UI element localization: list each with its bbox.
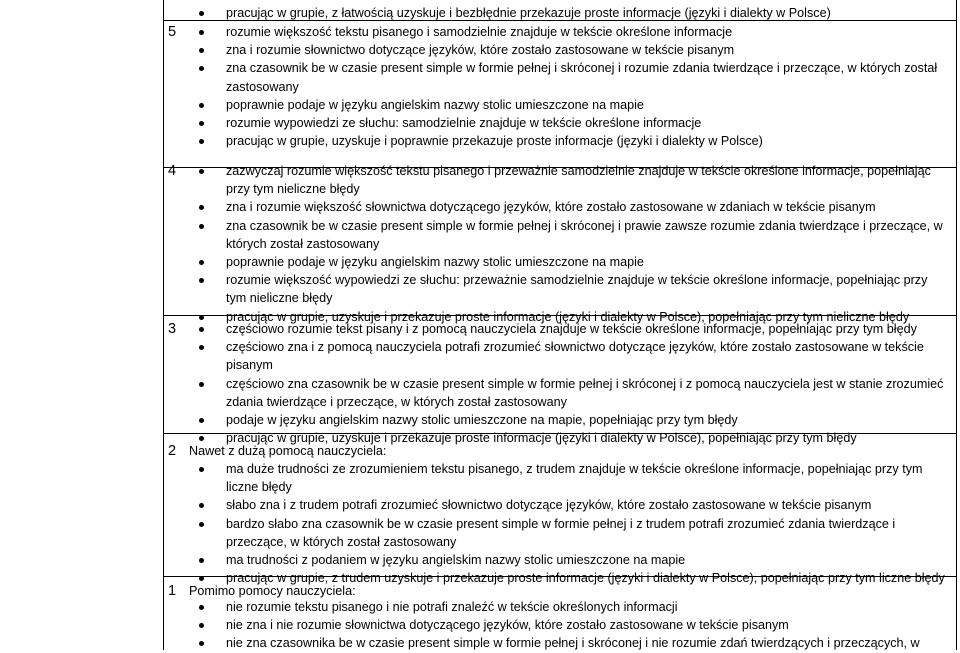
criterion-item xyxy=(164,114,956,132)
criterion-item xyxy=(164,616,956,634)
criterion-text: zna czasownik be w czasie present simple w formie pełnej i skróconej i prawie zawsze rozumie zdania twierdzące i przeczące, w których został zastosowany xyxy=(226,218,943,251)
grading-criteria-table xyxy=(163,0,957,650)
criterion-item xyxy=(164,460,956,496)
grade-number: 5 xyxy=(168,24,177,40)
criterion-item xyxy=(164,217,956,253)
bullet-icon xyxy=(199,11,204,16)
criterion-text: zna i rozumie większość słownictwa dotyczącego języków, które zostało zastosowane w zdaniach w tekście pisanym xyxy=(226,200,876,215)
bullet-icon xyxy=(199,522,204,527)
criterion-text: zazwyczaj rozumie większość tekstu pisanego i przeważnie samodzielnie znajduje w tekście określone informacje, popełniając przy tym nieliczne błędy xyxy=(226,164,931,197)
criterion-text: podaje w języku angielskim nazwy stolic umieszczone na mapie, popełniając przy tym błędy xyxy=(226,413,738,428)
criterion-text: pracując w grupie, uzyskuje i przekazuje proste informacje (języki i dialekty w Polsce), popełniając przy tym błędy xyxy=(226,431,857,446)
criterion-text: nie zna i nie rozumie słownictwa dotyczącego języków, które zostało zastosowane w tekście pisanym xyxy=(226,618,789,633)
criterion-item xyxy=(164,132,956,150)
bullet-icon xyxy=(199,169,204,174)
bullet-icon xyxy=(199,503,204,508)
criterion-item xyxy=(164,59,956,95)
criterion-text: częściowo zna czasownik be w czasie present simple w formie pełnej i skróconej i z pomocą nauczyciela jest w stanie zrozumieć zdania twierdzące i przeczące, w których został zastosowany xyxy=(226,376,944,409)
bullet-icon xyxy=(199,382,204,387)
bullet-icon xyxy=(199,467,204,472)
criterion-text: ma duże trudności ze zrozumieniem tekstu pisanego, z trudem znajduje w tekście określone informacje, popełniając przy tym liczne błędy xyxy=(226,462,923,495)
criterion-item xyxy=(164,320,956,338)
criterion-text: pracując w grupie, uzyskuje i przekazuje proste informacje (języki i dialekty w Polsce), popełniając przy tym nieliczne błędy xyxy=(226,309,910,324)
bullet-icon xyxy=(199,327,204,332)
grade-row-5 xyxy=(164,20,956,168)
criterion-text: nie zna czasownika be w czasie present simple w formie pełnej i skróconej i nie rozumie zdań twierdzących i przeczących, w xyxy=(226,636,920,651)
criterion-item xyxy=(164,598,956,616)
grade-row-4 xyxy=(164,163,956,324)
criterion-text: częściowo zna i z pomocą nauczyciela potrafi zrozumieć słownictwo dotyczące języków, które zostało zastosowane w tekście pisanym xyxy=(226,340,924,373)
grade-row-1 xyxy=(164,576,956,651)
criterion-text: poprawnie podaje w języku angielskim nazwy stolic umieszczone na mapie xyxy=(226,97,644,112)
criterion-text: zna i rozumie słownictwo dotyczące języków, które zostało zastosowane w tekście pisanym xyxy=(226,43,735,58)
bullet-icon xyxy=(199,103,204,108)
criterion-item xyxy=(164,375,956,411)
bullet-icon xyxy=(199,345,204,350)
criterion-text: nie rozumie tekstu pisanego i nie potrafi znaleźć w tekście określonych informacji xyxy=(226,600,678,614)
grade-row-continued xyxy=(164,0,956,18)
bullet-icon xyxy=(199,623,204,628)
criteria-list xyxy=(164,320,956,447)
grade-number: 3 xyxy=(168,321,177,337)
criterion-item xyxy=(164,96,956,114)
criterion-text: słabo zna i z trudem potrafi zrozumieć słownictwo dotyczące języków, które zostało zastosowane w tekście pisanym xyxy=(226,498,872,513)
bullet-icon xyxy=(199,278,204,283)
criterion-text: poprawnie podaje w języku angielskim nazwy stolic umieszczone na mapie xyxy=(226,255,644,270)
bullet-icon xyxy=(199,224,204,229)
criterion-text: rozumie większość wypowiedzi ze słuchu: przeważnie samodzielnie znajduje w tekście określone informacje, popełniając przy tym nieliczne błędy xyxy=(226,273,928,306)
grade-number: 1 xyxy=(168,583,177,599)
criteria-list xyxy=(164,460,956,587)
bullet-icon xyxy=(199,641,204,646)
criterion-item xyxy=(164,411,956,429)
bullet-icon xyxy=(199,30,204,35)
grade-row-3 xyxy=(164,315,956,446)
criterion-text: rozumie większość tekstu pisanego i samodzielnie znajduje w tekście określone informacje xyxy=(226,25,733,39)
criteria-list xyxy=(164,23,956,150)
bullet-icon xyxy=(199,66,204,71)
criterion-text: zna czasownik be w czasie present simple w formie pełnej i skróconej i rozumie zdania twierdzące i przeczące, w których został zastosowany xyxy=(226,61,938,94)
bullet-icon xyxy=(199,139,204,144)
criterion-item xyxy=(164,496,956,514)
criterion-text: ma trudności z podaniem w języku angielskim nazwy stolic umieszczone na mapie xyxy=(226,553,686,568)
criterion-item xyxy=(164,271,956,307)
bullet-icon xyxy=(199,205,204,210)
criterion-item xyxy=(164,41,956,59)
criterion-item xyxy=(164,198,956,216)
criterion-item xyxy=(164,515,956,551)
grade-intro: Pomimo pomocy nauczyciela: xyxy=(189,584,356,598)
bullet-icon xyxy=(199,418,204,423)
criterion-item xyxy=(164,23,956,41)
criterion-item xyxy=(164,162,956,198)
grade-number: 4 xyxy=(168,163,177,179)
criterion-item xyxy=(164,551,956,569)
bullet-icon xyxy=(199,121,204,126)
criterion-text: rozumie wypowiedzi ze słuchu: samodzielnie znajduje w tekście określone informacje xyxy=(226,116,702,131)
criterion-text: pracując w grupie, uzyskuje i poprawnie przekazuje proste informacje (języki i dialekty w Polsce) xyxy=(226,134,763,149)
criterion-text: pracując w grupie, z trudem uzyskuje i przekazuje proste informacje (języki i dialekty w Polsce), popełniając przy tym liczne błędy xyxy=(226,571,945,586)
criterion-item xyxy=(164,338,956,374)
bullet-icon xyxy=(199,48,204,53)
grade-intro: Nawet z dużą pomocą nauczyciela: xyxy=(189,444,387,458)
grade-number: 2 xyxy=(168,443,177,459)
criterion-text: częściowo rozumie tekst pisany i z pomocą nauczyciela znajduje w tekście określone informacje, popełniając przy tym błędy xyxy=(226,322,917,336)
criteria-list xyxy=(164,598,956,653)
criterion-text: bardzo słabo zna czasownik be w czasie present simple w formie pełnej i z trudem potrafi zrozumieć zdania twierdzące i przeczące, w których został zastosowany xyxy=(226,516,896,549)
bullet-icon xyxy=(199,558,204,563)
criterion-text: pracując w grupie, z łatwością uzyskuje i bezbłędnie przekazuje proste informacje (języki i dialekty w Polsce) xyxy=(226,6,831,20)
bullet-icon xyxy=(199,605,204,610)
criterion-item xyxy=(164,253,956,271)
bullet-icon xyxy=(199,260,204,265)
grade-row-2 xyxy=(164,433,956,586)
criteria-list xyxy=(164,162,956,326)
